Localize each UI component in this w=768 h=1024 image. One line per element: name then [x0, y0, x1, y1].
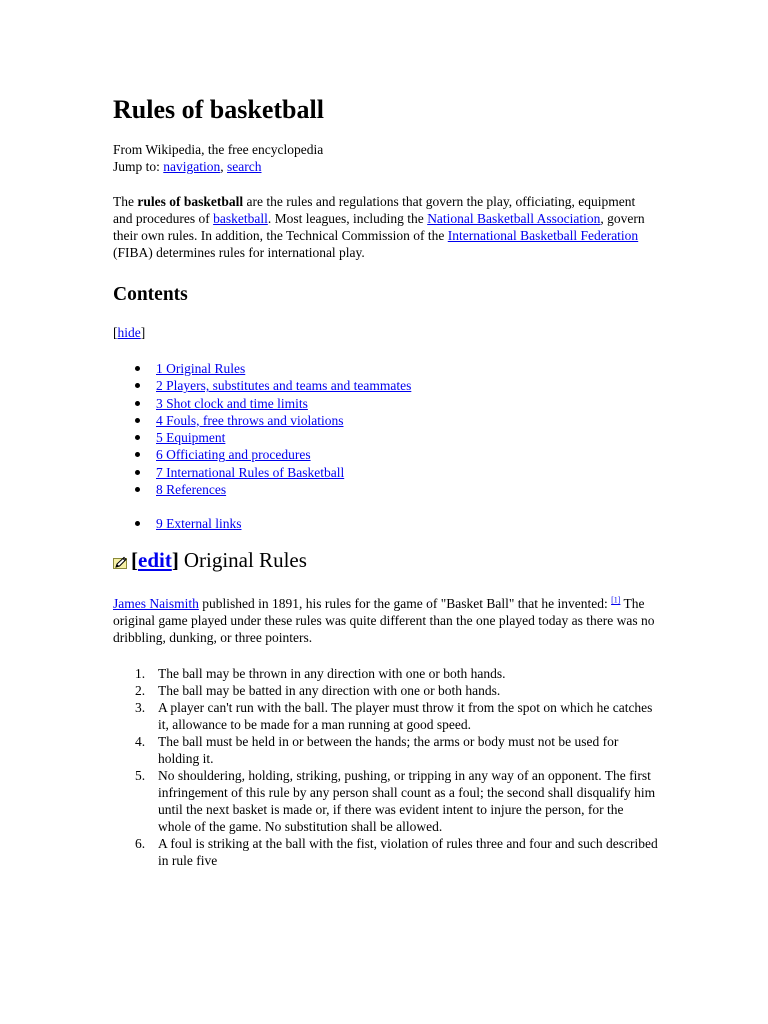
toc-item: [113, 464, 411, 481]
jump-separator: ,: [220, 159, 228, 174]
bracket: ]: [171, 548, 179, 572]
rule-item: [113, 665, 658, 682]
table-of-contents-extra: [113, 515, 241, 532]
toc-link-equipment[interactable]: 5 Equipment: [156, 430, 226, 446]
toc-link-original-rules[interactable]: 1 Original Rules: [156, 361, 246, 376]
jump-navigation-link[interactable]: navigation: [163, 159, 221, 174]
site-sub: From Wikipedia, the free encyclopedia: [113, 142, 324, 157]
rule-item: [113, 767, 658, 835]
fiba-link[interactable]: International Basketball Federation: [447, 228, 639, 243]
page-title: Rules of basketball: [113, 95, 324, 124]
table-of-contents: [113, 360, 411, 498]
naismith-paragraph: [113, 595, 658, 646]
toc-item: [113, 360, 411, 377]
jump-to: [113, 158, 262, 175]
toc-item: [113, 481, 411, 498]
rule-text: The ball may be batted in any direction with one or both hands.: [158, 683, 501, 698]
rule-item: [113, 699, 658, 733]
jump-to-label: Jump to:: [113, 159, 164, 174]
toc-link-shot-clock[interactable]: 3 Shot clock and time limits: [156, 395, 308, 411]
bracket: [: [113, 325, 118, 340]
toc-link-international[interactable]: 7 International Rules of Basketball: [156, 464, 345, 480]
toc-link-fouls[interactable]: 4 Fouls, free throws and violations: [156, 412, 344, 428]
intro-text: , govern their own rules. In addition, the Technical Commission of the: [113, 211, 645, 243]
intro-bold-term: rules of basketball: [137, 194, 244, 209]
toc-item: [113, 515, 241, 532]
edit-section-link[interactable]: edit: [138, 548, 172, 572]
edit-pencil-icon[interactable]: [113, 554, 129, 567]
rule-number: 5.: [135, 768, 146, 783]
reference-1-link[interactable]: [1]: [611, 595, 621, 605]
toc-link-references[interactable]: 8 References: [156, 482, 227, 498]
section-title: Original Rules: [183, 548, 307, 572]
rule-text: A player can't run with the ball. The player must throw it from the spot on which he catches it, allowance to be made for a man running at good speed.: [158, 700, 653, 732]
intro-text: are the rules and regulations that govern the play, officiating, equipment and procedures of: [113, 194, 636, 226]
rule-number: 6.: [135, 836, 146, 851]
intro-text: The: [113, 194, 138, 209]
rule-text: No shouldering, holding, striking, pushing, or tripping in any way of an opponent. The first infringement of this rule by any person shall count as a foul; the second shall disqualify him until the next basket is made or, if there was evident intent to injure the person, for the whole of the game. No substitution shall be allowed.: [158, 768, 656, 834]
toc-item: [113, 377, 411, 394]
toc-item: [113, 412, 411, 429]
toc-link-players[interactable]: 2 Players, substitutes and teams and teammates: [156, 378, 412, 394]
toc-item: [113, 395, 411, 412]
contents-heading: Contents: [113, 284, 188, 305]
section-heading-original-rules: [113, 548, 307, 572]
toc-hide-link[interactable]: hide: [117, 325, 141, 340]
toc-item: [113, 429, 411, 446]
rule-text: The ball must be held in or between the hands; the arms or body must not be used for holding it.: [158, 734, 619, 766]
toc-item: [113, 446, 411, 463]
intro-text: . Most leagues, including the: [267, 211, 428, 226]
jump-search-link[interactable]: search: [227, 159, 262, 174]
paragraph-text: published in 1891, his rules for the game of "Basket Ball" that he invented:: [198, 596, 608, 611]
rules-list: [113, 665, 658, 869]
rule-text: A foul is striking at the ball with the fist, violation of rules three and four and such described in rule five: [158, 836, 658, 868]
intro-paragraph: [113, 193, 653, 261]
naismith-link[interactable]: James Naismith: [113, 596, 199, 611]
rule-number: 3.: [135, 700, 146, 715]
intro-text: (FIBA) determines rules for international play.: [113, 245, 365, 260]
toc-hide-toggle: [113, 324, 145, 341]
rule-item: [113, 835, 658, 869]
basketball-link[interactable]: basketball: [213, 211, 268, 226]
paragraph-text: The original game played under these rules was quite different than the one played today as there was no dribbling, dunking, or three pointers.: [113, 596, 655, 645]
bracket: ]: [140, 325, 146, 340]
rule-item: [113, 682, 658, 699]
rule-text: The ball may be thrown in any direction with one or both hands.: [158, 666, 506, 681]
rule-number: 4.: [135, 734, 146, 749]
bracket: [: [131, 548, 138, 572]
nba-link[interactable]: National Basketball Association: [427, 211, 601, 226]
toc-link-external-links[interactable]: 9 External links: [156, 516, 242, 531]
rule-number: 2.: [135, 683, 146, 698]
rule-item: [113, 733, 658, 767]
toc-link-officiating[interactable]: 6 Officiating and procedures: [156, 447, 311, 463]
rule-number: 1.: [135, 666, 146, 681]
